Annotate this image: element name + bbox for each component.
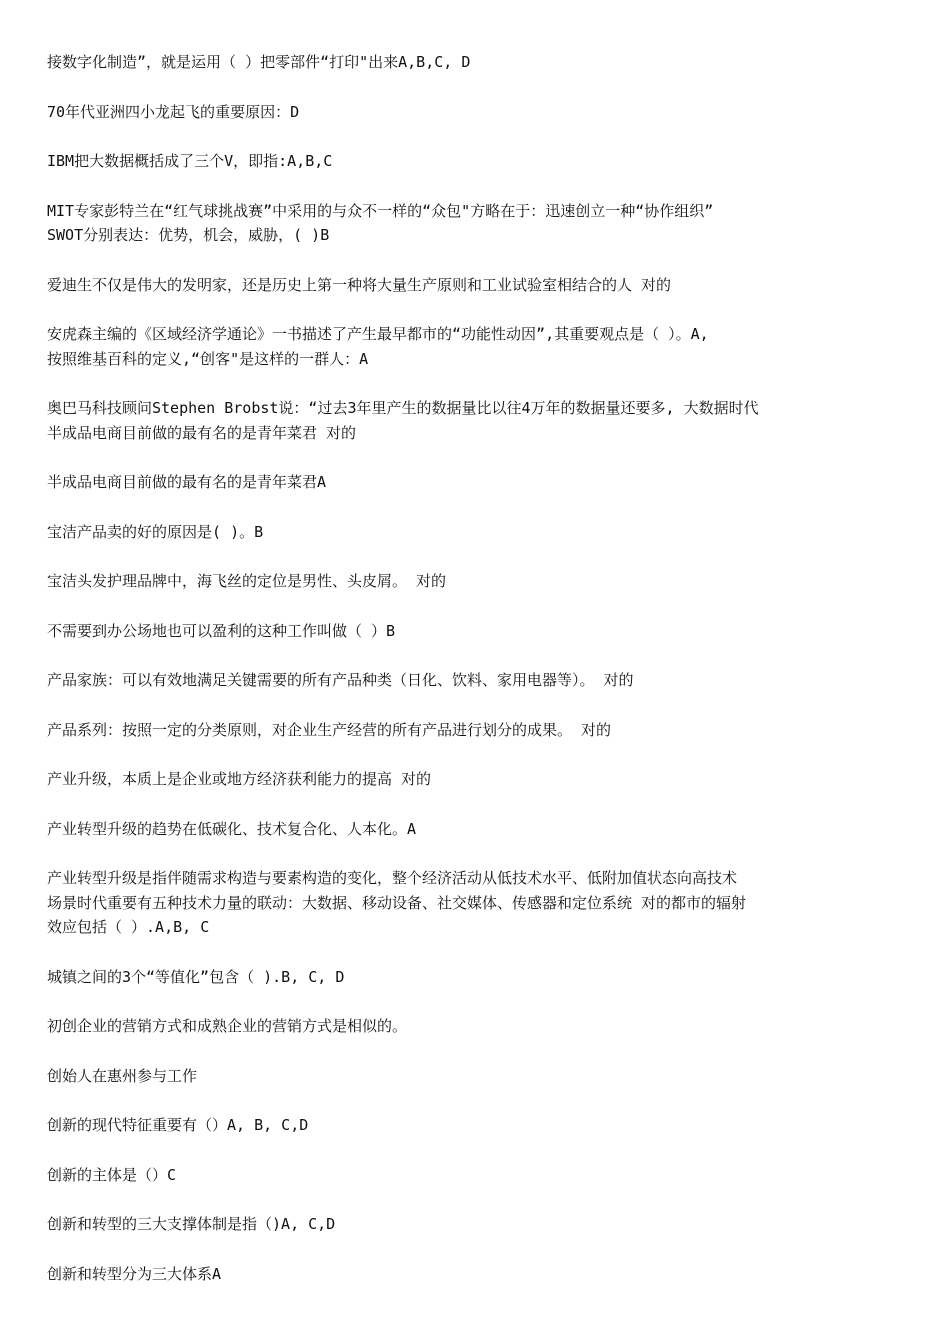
text-line: 场景时代重要有五种技术力量的联动：大数据、移动设备、社交媒体、传感器和定位系统 对的都市的辐射 xyxy=(47,893,747,912)
text-line: 产品家族：可以有效地满足关键需要的所有产品种类（日化、饮料、家用电器等）。 对的 xyxy=(47,671,634,689)
paragraph xyxy=(47,1064,917,1089)
text-line: IBM把大数据概括成了三个V，即指:A,B,C xyxy=(47,152,333,170)
paragraph xyxy=(47,1262,917,1287)
text-line: 不需要到办公场地也可以盈利的这种工作叫做（ ）B xyxy=(47,621,396,640)
text-line: 创新的主体是（）C xyxy=(47,1165,177,1184)
text-line: 宝洁产品卖的好的原因是( )。B xyxy=(47,522,264,541)
text-line: 奥巴马科技顾问Stephen Brobst说：“过去3年里产生的数据量比以往4万年的数据量还要多, 大数据时代 xyxy=(47,399,759,417)
text-line: 产业转型升级的趋势在低碳化、技术复合化、人本化。A xyxy=(47,819,417,838)
paragraph xyxy=(47,1212,917,1237)
text-line: 产业转型升级是指伴随需求构造与要素构造的变化，整个经济活动从低技术水平、低附加值状态向高技术 xyxy=(47,869,738,887)
text-line: 创始人在惠州参与工作 xyxy=(47,1066,198,1085)
text-line: 安虎森主编的《区域经济学通论》一书描述了产生最早都市的“功能性动因”,其重要观点是（ ）。A, xyxy=(47,325,709,343)
text-line: 半成品电商目前做的最有名的是青年菜君A xyxy=(47,473,327,491)
text-line: 城镇之间的3个“等值化”包含（ ).B, C, D xyxy=(47,967,345,986)
paragraph xyxy=(47,322,917,371)
paragraph xyxy=(47,149,917,174)
paragraph xyxy=(47,520,917,545)
paragraph xyxy=(47,1014,917,1039)
text-line: 接数字化制造”，就是运用（ ）把零部件“打印"出来A,B,C, D xyxy=(47,53,471,71)
paragraph xyxy=(47,668,917,693)
text-line: 产品系列：按照一定的分类原则，对企业生产经营的所有产品进行划分的成果。 对的 xyxy=(47,720,612,739)
text-line: 70年代亚洲四小龙起飞的重要原因：D xyxy=(47,102,300,121)
text-line: MIT专家彭特兰在“红气球挑战赛”中采用的与众不一样的“众包"方略在于：迅速创立一种“协作组织” xyxy=(47,201,714,220)
text-line: 效应包括（ ）.A,B, C xyxy=(47,918,210,936)
paragraph xyxy=(47,767,917,792)
paragraph xyxy=(47,1163,917,1188)
text-line: 创新的现代特征重要有（）A, B, C,D xyxy=(47,1116,309,1134)
paragraph xyxy=(47,866,917,940)
paragraph xyxy=(47,100,917,125)
paragraph xyxy=(47,50,917,75)
paragraph xyxy=(47,718,917,743)
paragraph xyxy=(47,396,917,445)
paragraph xyxy=(47,817,917,842)
paragraph xyxy=(47,965,917,990)
paragraph xyxy=(47,1113,917,1138)
paragraph xyxy=(47,569,917,594)
text-line: 宝洁头发护理品牌中，海飞丝的定位是男性、头皮屑。 对的 xyxy=(47,572,447,590)
paragraph xyxy=(47,273,917,298)
paragraph xyxy=(47,199,917,248)
text-line: 半成品电商目前做的最有名的是青年菜君 对的 xyxy=(47,423,357,442)
text-line: 创新和转型分为三大体系A xyxy=(47,1264,222,1283)
text-line: 爱迪生不仅是伟大的发明家，还是历史上第一种将大量生产原则和工业试验室相结合的人 对的 xyxy=(47,275,672,294)
text-line: 产业升级，本质上是企业或地方经济获利能力的提高 对的 xyxy=(47,770,432,788)
paragraph xyxy=(47,470,917,495)
text-line: 创新和转型的三大支撑体制是指（)A, C,D xyxy=(47,1215,336,1233)
paragraph xyxy=(47,619,917,644)
text-line: 按照维基百科的定义,“创客"是这样的一群人：A xyxy=(47,349,369,368)
document-page xyxy=(47,50,917,1311)
text-line: SWOT分别表达：优势，机会，威胁，( )B xyxy=(47,226,330,244)
text-line: 初创企业的营销方式和成熟企业的营销方式是相似的。 xyxy=(47,1017,408,1035)
